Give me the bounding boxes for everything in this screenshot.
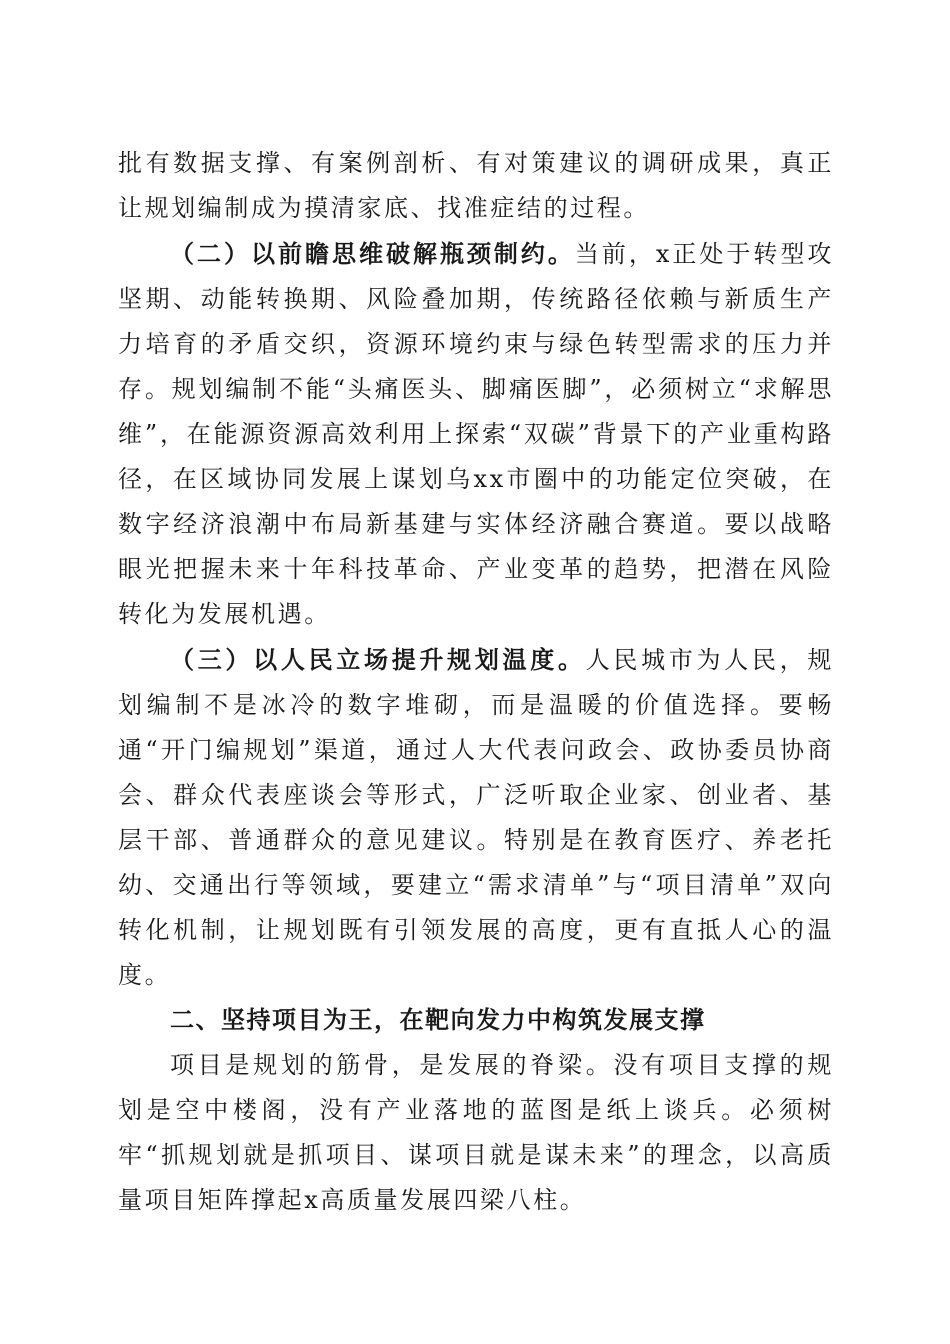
section-heading-2: 二、坚持项目为王，在靶向发力中构筑发展支撑 [170, 1006, 706, 1034]
paragraph-people-stance [118, 637, 834, 998]
paragraph-body-3: 人民城市为人民，规划编制不是冰冷的数字堆砌，而是温暖的价值选择。要畅通“开门编规划”渠道，通过人大代表问政会、政协委员协商会、群众代表座谈会等形式，广泛听取企业家、创业者、基层干部、普通群众的意见建议。特别是在教育医疗、养老托幼、交通出行等领域，要建立“需求清单”与“项目清单”双向转化机制，让规划既有引领发展的高度，更有直抵人心的温度。 [118, 646, 835, 989]
paragraph-body-2: 当前，x正处于转型攻坚期、动能转换期、风险叠加期，传统路径依赖与新质生产力培育的矛盾交织，资源环境约束与绿色转型需求的压力并存。规划编制不能“头痛医头、脚痛医脚”，必须树立“求解思维”，在能源资源高效利用上探索“双碳”背景下的产业重构路径，在区域协同发展上谋划乌xx市圈中的功能定位突破，在数字经济浪潮中布局新基建与实体经济融合赛道。要以战略眼光把握未来十年科技革命、产业变革的趋势，把潜在风险转化为发展机遇。 [118, 240, 835, 628]
paragraph-lead-2: （二）以前瞻思维破解瓶颈制约。 [170, 239, 575, 268]
paragraph-continuation: 批有数据支撑、有案例剖析、有对策建议的调研成果，真正让规划编制成为摸清家底、找准症结的过程。 [118, 149, 834, 222]
paragraph-projects: 项目是规划的筋骨，是发展的脊梁。没有项目支撑的规划是空中楼阁，没有产业落地的蓝图是纸上谈兵。必须树牢“抓规划就是抓项目、谋项目就是谋未来”的理念，以高质量项目矩阵撑起x高质量发展四梁八柱。 [118, 1051, 834, 1214]
paragraph-lead-3: （三）以人民立场提升规划温度。 [170, 645, 586, 674]
paragraph-forward-thinking [118, 231, 834, 637]
document-body [118, 141, 834, 1223]
